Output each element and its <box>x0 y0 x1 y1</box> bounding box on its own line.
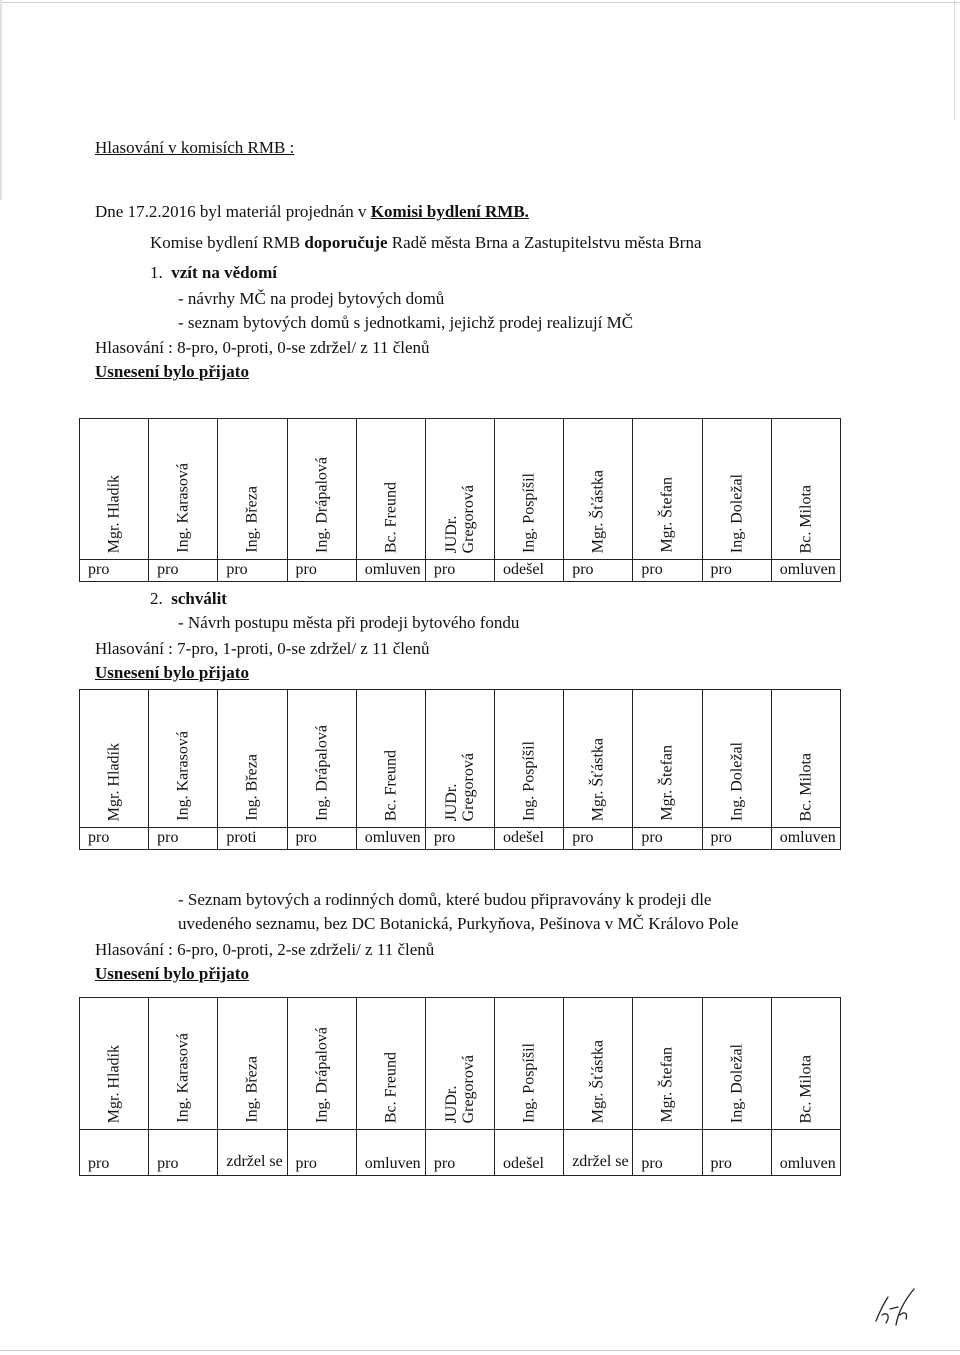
vote-value-cell: pro <box>149 560 218 582</box>
member-header-cell <box>633 690 702 828</box>
vote-value-cell: pro <box>425 1130 494 1176</box>
member-name-line: JUDr. <box>442 515 460 553</box>
member-name-line: Ing. Karasová <box>174 463 192 553</box>
member-header-cell <box>287 690 356 828</box>
vote-table-1-value-row <box>80 560 841 582</box>
member-name <box>244 754 261 821</box>
member-header-cell <box>425 419 494 560</box>
vote-value-cell: pro <box>218 560 287 582</box>
item3-line-2: uvedeného seznamu, bez DC Botanická, Purkyňova, Pešinova v MČ Královo Pole <box>178 914 739 933</box>
member-name-line: JUDr. <box>442 1085 460 1123</box>
member-header-cell <box>771 998 840 1130</box>
member-name <box>590 1040 607 1123</box>
member-name-line: Bc. Freund <box>382 481 400 553</box>
member-header-cell <box>356 419 425 560</box>
item2-vote-summary: Hlasování : 7-pro, 1-proti, 0-se zdržel/ z 11 členů <box>95 639 430 658</box>
member-name <box>659 1047 676 1123</box>
vote-value-cell: proti <box>218 828 287 850</box>
member-name <box>244 1056 261 1123</box>
item2-heading <box>150 588 227 610</box>
member-header-cell <box>702 419 771 560</box>
recommendation-line <box>150 232 702 254</box>
vote-value-cell: zdržel se <box>564 1130 633 1176</box>
member-header-cell <box>771 419 840 560</box>
member-name-line: Mgr. Hladík <box>105 1044 123 1123</box>
vote-value-cell: pro <box>80 828 149 850</box>
vote-value-cell: pro <box>425 560 494 582</box>
signature-mark <box>870 1285 920 1330</box>
member-header-cell <box>702 998 771 1130</box>
member-name-line: Ing. Karasová <box>174 731 192 821</box>
vote-value-cell: pro <box>287 828 356 850</box>
member-name <box>728 1044 745 1123</box>
member-name <box>313 1027 330 1123</box>
member-name <box>175 463 192 553</box>
member-name <box>106 743 123 821</box>
vote-table-3 <box>79 997 841 1176</box>
member-header-cell <box>564 690 633 828</box>
member-name-line: Bc. Milota <box>797 484 815 553</box>
member-name <box>443 753 477 821</box>
item3-result: Usnesení bylo přijato <box>95 964 249 983</box>
member-name-line: Mgr. Štefan <box>658 745 676 821</box>
vote-table-2 <box>79 689 841 850</box>
member-name <box>244 486 261 553</box>
member-name <box>521 1043 538 1123</box>
member-name-line: Bc. Milota <box>797 752 815 821</box>
vote-value-cell: omluven <box>356 1130 425 1176</box>
member-header-cell <box>218 690 287 828</box>
member-name-line: Mgr. Hladík <box>105 474 123 553</box>
member-name-line: Ing. Pospíšil <box>520 1042 538 1123</box>
member-header-cell <box>564 998 633 1130</box>
member-header-cell <box>633 419 702 560</box>
item1-line-2: - seznam bytových domů s jednotkami, jejichž prodej realizují MČ <box>178 313 634 332</box>
member-name <box>175 731 192 821</box>
vote-value-cell: omluven <box>356 560 425 582</box>
vote-value-cell: pro <box>633 560 702 582</box>
member-name-line: Ing. Karasová <box>174 1033 192 1123</box>
member-name <box>106 475 123 553</box>
vote-table-3-header-row <box>80 998 841 1130</box>
member-name-line: Bc. Milota <box>797 1054 815 1123</box>
member-header-cell <box>425 690 494 828</box>
member-name-line: Gregorová <box>459 484 477 553</box>
item1-heading <box>150 262 277 284</box>
member-name <box>382 750 399 821</box>
vote-value-cell: pro <box>702 828 771 850</box>
member-name <box>659 477 676 553</box>
member-name <box>106 1045 123 1123</box>
item3-vote-summary: Hlasování : 6-pro, 0-proti, 2-se zdrželi/ z 11 členů <box>95 940 435 959</box>
member-name-line: Ing. Březa <box>243 486 261 553</box>
item2-result: Usnesení bylo přijato <box>95 663 249 682</box>
member-name-line: Ing. Pospíšil <box>520 740 538 821</box>
member-header-cell <box>495 419 564 560</box>
intro-prefix: Dne 17.2.2016 byl materiál projednán v <box>95 202 371 221</box>
vote-table-1 <box>79 418 841 582</box>
member-name <box>382 482 399 553</box>
vote-table-2-body <box>80 690 841 850</box>
member-header-cell <box>218 419 287 560</box>
member-name-line: JUDr. <box>442 783 460 821</box>
item1-result: Usnesení bylo přijato <box>95 362 249 381</box>
member-name-line: Ing. Doležal <box>728 473 746 553</box>
page-heading: Hlasování v komisích RMB : <box>95 138 295 157</box>
member-name-line: Bc. Freund <box>382 749 400 821</box>
item1-title: vzít na vědomí <box>171 263 278 282</box>
member-name <box>443 1055 477 1123</box>
member-name-line: Ing. Drápalová <box>313 725 331 821</box>
member-name-line: Ing. Březa <box>243 1056 261 1123</box>
intro-line <box>95 201 529 223</box>
member-name-line: Mgr. Hladík <box>105 742 123 821</box>
vote-value-cell: omluven <box>356 828 425 850</box>
member-header-cell <box>149 690 218 828</box>
vote-value-cell: pro <box>702 1130 771 1176</box>
member-name-line: Ing. Drápalová <box>313 457 331 553</box>
member-name <box>382 1052 399 1123</box>
vote-value-cell: pro <box>633 828 702 850</box>
member-name-line: Ing. Drápalová <box>313 1027 331 1123</box>
item2-number: 2. <box>150 589 163 608</box>
member-name <box>590 470 607 553</box>
member-name <box>797 485 814 553</box>
item1-line-1: - návrhy MČ na prodej bytových domů <box>178 289 445 308</box>
member-header-cell <box>80 419 149 560</box>
vote-value-cell: odešel <box>495 560 564 582</box>
member-header-cell <box>356 998 425 1130</box>
member-header-cell <box>80 998 149 1130</box>
vote-table-2-header-row <box>80 690 841 828</box>
member-name-line: Gregorová <box>459 1054 477 1123</box>
intro-committee: Komisi bydlení RMB. <box>370 202 529 221</box>
member-header-cell <box>287 419 356 560</box>
vote-value-cell: pro <box>80 560 149 582</box>
member-name-line: Mgr. Šťástka <box>589 1039 607 1123</box>
member-name <box>313 457 330 553</box>
vote-table-1-header-row <box>80 419 841 560</box>
member-name <box>443 485 477 553</box>
vote-value-cell: pro <box>425 828 494 850</box>
member-name-line: Mgr. Štefan <box>658 477 676 553</box>
member-header-cell <box>495 998 564 1130</box>
vote-value-cell: pro <box>633 1130 702 1176</box>
recommendation-post: Radě města Brna a Zastupitelstvu města Brna <box>387 233 702 252</box>
member-header-cell <box>356 690 425 828</box>
vote-table-2-value-row <box>80 828 841 850</box>
vote-value-cell: pro <box>80 1130 149 1176</box>
member-header-cell <box>149 419 218 560</box>
item2-title: schválit <box>171 589 227 608</box>
recommendation-bold: doporučuje <box>304 233 388 252</box>
member-header-cell <box>495 690 564 828</box>
vote-table-3-value-row <box>80 1130 841 1176</box>
vote-value-cell: pro <box>564 560 633 582</box>
member-header-cell <box>80 690 149 828</box>
member-name-line: Ing. Doležal <box>728 1043 746 1123</box>
vote-value-cell: pro <box>702 560 771 582</box>
member-header-cell <box>425 998 494 1130</box>
member-header-cell <box>149 998 218 1130</box>
member-name <box>797 753 814 821</box>
member-name-line: Ing. Pospíšil <box>520 472 538 553</box>
item3-line-1: - Seznam bytových a rodinných domů, které budou připravovány k prodeji dle <box>178 890 712 909</box>
vote-table-1-body <box>80 419 841 582</box>
member-header-cell <box>702 690 771 828</box>
item1-vote-summary: Hlasování : 8-pro, 0-proti, 0-se zdržel/ z 11 členů <box>95 338 430 357</box>
vote-value-cell: pro <box>149 1130 218 1176</box>
member-name-line: Mgr. Šťástka <box>589 469 607 553</box>
scan-top-line <box>0 2 960 3</box>
member-header-cell <box>287 998 356 1130</box>
member-name-line: Mgr. Štefan <box>658 1047 676 1123</box>
member-name <box>728 474 745 553</box>
member-name <box>590 738 607 821</box>
vote-value-cell: omluven <box>771 828 840 850</box>
member-name-line: Mgr. Šťástka <box>589 737 607 821</box>
member-header-cell <box>633 998 702 1130</box>
vote-value-cell: pro <box>287 1130 356 1176</box>
member-header-cell <box>771 690 840 828</box>
scan-right-edge <box>954 0 955 120</box>
vote-value-cell: omluven <box>771 560 840 582</box>
member-name <box>728 742 745 821</box>
member-name <box>659 745 676 821</box>
member-name <box>521 741 538 821</box>
vote-value-cell: zdržel se <box>218 1130 287 1176</box>
member-name-line: Ing. Doležal <box>728 741 746 821</box>
scan-bottom-line <box>0 1350 960 1351</box>
member-header-cell <box>218 998 287 1130</box>
item1-number: 1. <box>150 263 163 282</box>
scan-left-edge <box>0 0 2 200</box>
member-name-line: Gregorová <box>459 752 477 821</box>
member-name-line: Bc. Freund <box>382 1051 400 1123</box>
recommendation-pre: Komise bydlení RMB <box>150 233 305 252</box>
vote-value-cell: omluven <box>771 1130 840 1176</box>
member-header-cell <box>564 419 633 560</box>
vote-value-cell: pro <box>564 828 633 850</box>
vote-value-cell: pro <box>149 828 218 850</box>
vote-value-cell: pro <box>287 560 356 582</box>
member-name-line: Ing. Březa <box>243 754 261 821</box>
vote-value-cell: odešel <box>495 828 564 850</box>
member-name <box>175 1033 192 1123</box>
member-name <box>797 1055 814 1123</box>
member-name <box>313 725 330 821</box>
vote-value-cell: odešel <box>495 1130 564 1176</box>
vote-table-3-body <box>80 998 841 1176</box>
member-name <box>521 473 538 553</box>
item2-line-1: - Návrh postupu města při prodeji bytového fondu <box>178 613 520 632</box>
